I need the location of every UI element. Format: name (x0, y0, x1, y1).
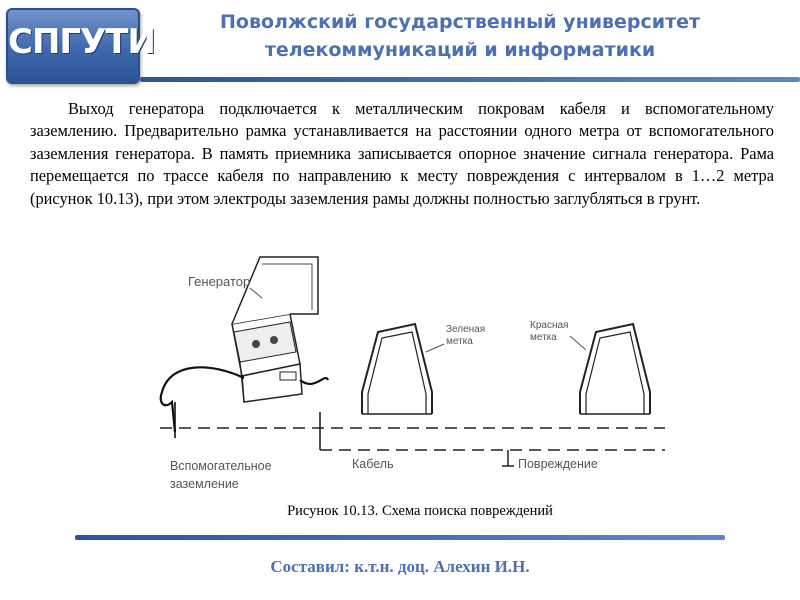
label-green-mark-1: Зеленая (446, 324, 486, 335)
search-frame-2 (580, 324, 650, 414)
body-paragraph: Выход генератора подключается к металлическим покровам кабеля и вспомогательному заземлению. Предварительно рамка устанавливается на расстоянии одного метра от вспомогательного заземления генератора. В память приемника записывается опорное значение сигнала генератора. Рама перемещается по трассе кабеля по направлению к месту повреждения с интервалом в 1…2 метра (рисунок 10.13), при этом электроды заземления рамы должны полностью заглубляться в грунт. (30, 99, 774, 208)
label-red-mark-2: метка (530, 332, 557, 343)
diagram-svg (150, 252, 670, 502)
search-frame-1 (362, 324, 432, 414)
label-generator: Генератор (188, 274, 251, 289)
logo-text: СПГУТИ (8, 22, 155, 62)
header-divider (140, 77, 800, 82)
title-line-2: телекоммуникаций и информатики (264, 39, 656, 61)
wire-to-aux-ground (161, 367, 244, 432)
footer-author: Составил: к.т.н. доц. Алехин И.Н. (270, 557, 530, 576)
label-red-mark-1: Красная (530, 320, 569, 331)
leader-green-mark (426, 344, 444, 352)
leader-red-mark (570, 336, 586, 350)
label-cable: Кабель (352, 457, 394, 471)
footer-divider (75, 535, 725, 540)
label-fault: Повреждение (518, 457, 598, 471)
fault-search-diagram (150, 252, 670, 502)
figure-caption: Рисунок 10.13. Схема поиска повреждений (287, 503, 553, 519)
page-title (180, 8, 740, 64)
university-logo (6, 8, 155, 84)
label-aux-ground-1: Вспомогательное (170, 459, 272, 473)
label-green-mark-2: метка (446, 336, 473, 347)
label-aux-ground-2: заземление (170, 477, 239, 491)
title-line-1: Поволжский государственный университет (219, 11, 701, 33)
wire-to-cable (300, 378, 328, 384)
